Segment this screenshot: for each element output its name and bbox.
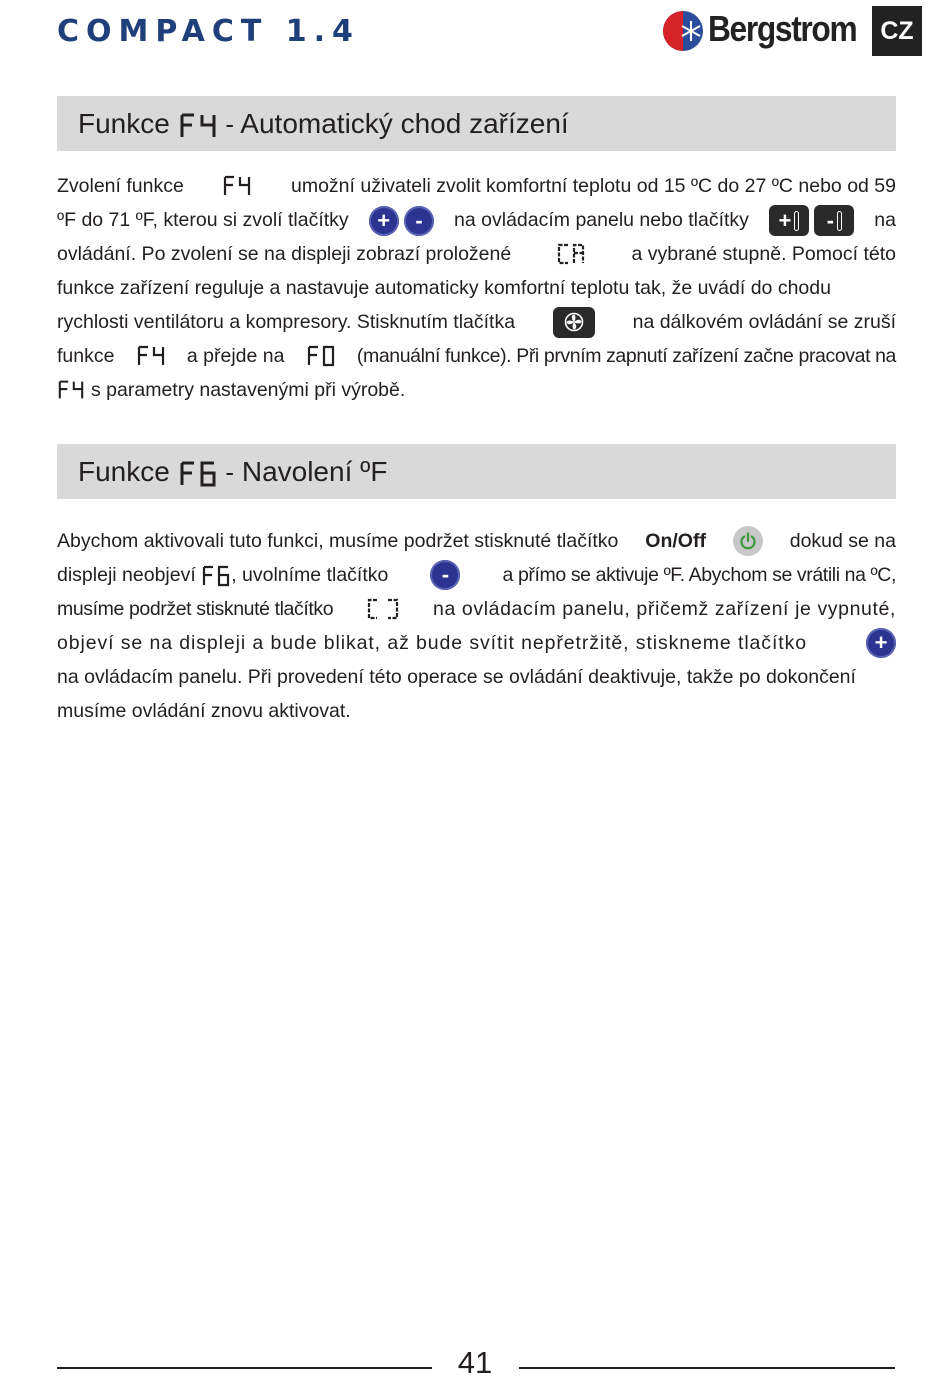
text-segment: s parametry nastavenými při výrobě. [91,379,406,401]
text-segment: na ovládacím panelu nebo tlačítky [454,209,749,231]
paragraph-line [57,592,896,626]
plus-button-icon: + [866,628,896,658]
text-group [57,558,388,592]
text-segment: rychlosti ventilátoru a kompresory. Stisknutím tlačítka [57,311,516,333]
section-heading-f4 [57,96,896,151]
paragraph-line [57,660,896,694]
paragraph-line [57,305,896,339]
fan-button-icon [553,307,595,338]
paragraph-line [57,237,896,271]
text-segment: a vybrané stupně. Pomocí této [631,243,896,265]
text-segment: Abychom aktivovali tuto funkci, musíme podržet stisknuté tlačítko [57,530,619,552]
brand-name: Bergstrom [708,8,857,49]
plus-glyph: + [778,207,792,233]
bergstrom-logo-icon [662,10,704,52]
paragraph-line [57,558,896,592]
text-segment: Zvolení funkce [57,175,184,197]
heading-text: Automatický chod zařízení [240,108,569,139]
power-icon [738,531,758,551]
text-segment: ºF do 71 ºF, kterou si zvolí tlačítky [57,209,349,231]
heading-prefix: Funkce [78,456,170,487]
paragraph-line [57,524,896,558]
lcd-f0-icon [306,345,336,367]
heading-dash: - [225,457,235,487]
page-number: 41 [457,1345,493,1380]
language-badge: CZ [872,6,922,56]
thermometer-icon [837,211,842,231]
text-segment [57,271,896,305]
text-segment: musíme podržet stisknuté tlačítko [57,598,334,620]
brand-block [662,6,922,56]
text-segment: funkce zařízení reguluje a nastavuje automaticky komfortní teplotu tak, že uvádí do chodu [57,277,831,299]
text-segment: na [874,209,896,231]
remote-minus-button-icon [814,205,854,236]
section1-paragraph [57,169,896,407]
lcd-f4-icon [136,345,166,367]
paragraph-line [57,169,896,203]
heading-dash: - [225,109,235,139]
text-segment: a přejde na [186,345,285,367]
text-segment: dokud se na [789,530,896,552]
paragraph-line [57,373,896,407]
text-segment: umožní uživateli zvolit komfortní teplotu od 15 ºC do 27 ºC nebo od 59 [290,175,896,197]
document-title: COMPACT 1.4 [57,14,360,49]
lcd-f6-icon [178,460,218,488]
text-segment: objeví se na displeji a bude blikat, až bude svítit nepřetržitě, stiskneme tlačítko [57,632,807,654]
plus-button-icon: + [369,206,399,236]
plus-minus-buttons [369,203,434,237]
paragraph-line [57,626,896,660]
text-segment: na dálkovém ovládání se zruší [632,311,896,333]
lcd-c-bracket-icon [366,598,400,620]
text-segment: na ovládacím panelu, přičemž zařízení je vypnuté, [433,598,896,620]
text-segment: displeji neobjeví [57,564,196,586]
heading-text: Navolení ºF [241,456,388,487]
remote-plus-button-icon [769,205,809,236]
text-segment: a přímo se aktivuje ºF. Abychom se vrátili na ºC, [502,564,896,586]
lcd-ca-icon [556,243,586,265]
paragraph-line [57,271,896,305]
footer-rule-left [57,1367,432,1369]
remote-buttons [769,203,854,237]
text-segment: , uvolníme tlačítko [231,564,389,586]
fan-icon [564,312,584,332]
paragraph-line [57,203,896,237]
paragraph-line [57,339,896,373]
lcd-f4-icon [178,112,218,140]
minus-button-icon: - [430,560,460,590]
section-heading-f6 [57,444,896,499]
power-button-icon [733,526,763,556]
lcd-f4-icon [57,379,85,401]
text-segment: funkce [57,345,115,367]
text-segment: (manuální funkce). Při prvním zapnutí zařízení začne pracovat na [356,345,896,367]
onoff-label: On/Off [645,530,706,552]
lcd-f4-icon [222,175,252,197]
text-segment: ovládání. Po zvolení se na displeji zobrazí proložené [57,243,512,265]
text-segment: na ovládacím panelu. Při provedení této operace se ovládání deaktivuje, takže po dokončení [57,666,856,688]
paragraph-line [57,694,896,728]
footer-rule-right [519,1367,895,1369]
minus-button-icon: - [404,206,434,236]
section2-paragraph [57,524,896,728]
lcd-f6-icon [201,565,231,587]
heading-prefix: Funkce [78,108,170,139]
thermometer-icon [794,211,799,231]
minus-glyph: - [826,207,834,233]
text-segment: musíme ovládání znovu aktivovat. [57,700,351,722]
